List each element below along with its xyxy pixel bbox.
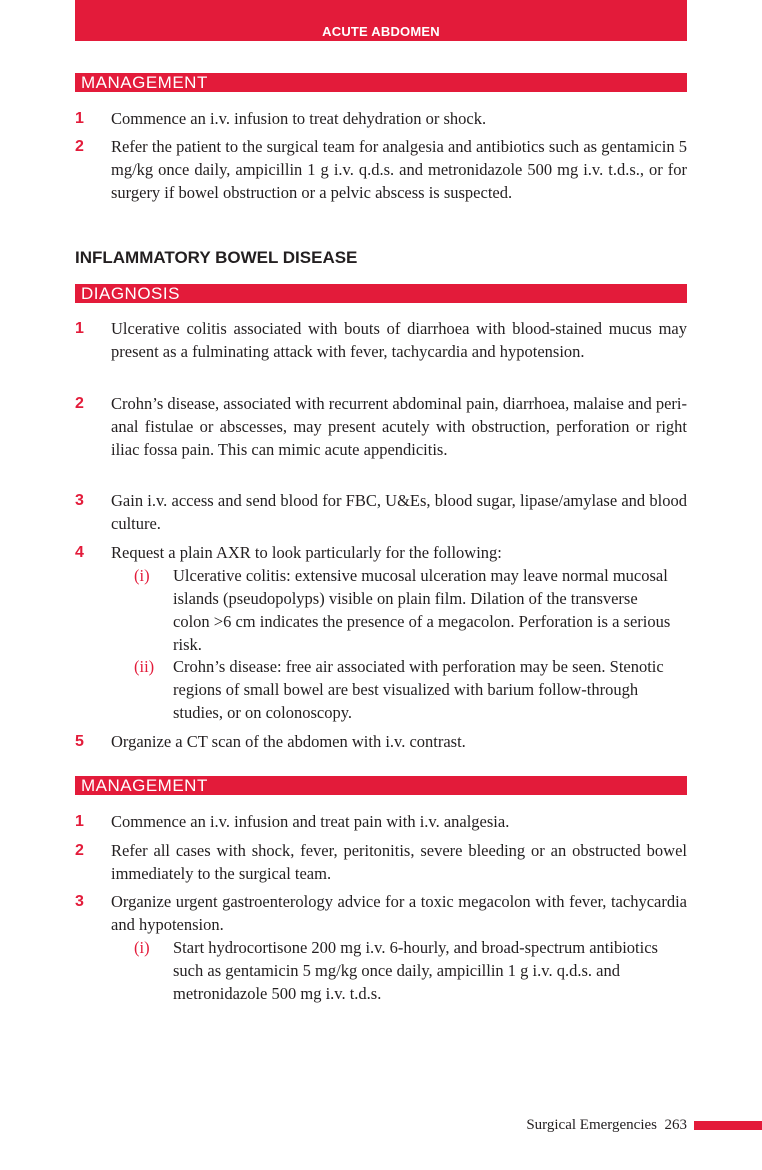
list-item: Commence an i.v. infusion to treat dehydration or shock. (111, 109, 487, 128)
footer-accent-bar (694, 1121, 762, 1130)
list-number: 2 (75, 842, 84, 859)
running-header-title: ACUTE ABDOMEN (322, 24, 440, 39)
sub-list-number: (i) (134, 938, 150, 957)
list-number: 1 (75, 813, 84, 830)
page-number: 263 (664, 1117, 687, 1133)
list-number: 1 (75, 110, 84, 127)
list-item: Ulcerative colitis associated with bouts of diarrhoea with blood-stained mucus may present as a fulminating attack with fever, tachycardia and hypotension. (111, 319, 687, 361)
list-item: Organize a CT scan of the abdomen with i.v. contrast. (111, 732, 466, 751)
list-item: Commence an i.v. infusion and treat pain with i.v. analgesia. (111, 812, 510, 831)
section-header-management: MANAGEMENT (75, 776, 687, 795)
list-number: 4 (75, 544, 84, 561)
footer-section-title: Surgical Emergencies (526, 1117, 657, 1133)
list-number: 1 (75, 320, 84, 337)
sub-list-number: (i) (134, 566, 150, 585)
topic-heading: INFLAMMATORY BOWEL DISEASE (75, 248, 358, 267)
list-number: 2 (75, 138, 84, 155)
sub-list-number: (ii) (134, 657, 155, 676)
section-header-diagnosis: DIAGNOSIS (75, 284, 687, 303)
section-header-management: MANAGEMENT (75, 73, 687, 92)
list-number: 5 (75, 733, 84, 750)
sub-list-item: Start hydrocortisone 200 mg i.v. 6-hourly, and broad-spectrum antibiotics such as gentamicin 5 mg/kg once daily, ampicillin 1 g i.v. q.d.s. and metronidazole 500 mg i.v. t.d.s. (173, 938, 658, 1003)
list-number: 3 (75, 492, 84, 509)
list-item: Refer all cases with shock, fever, peritonitis, severe bleeding or an obstructed bowel immediately to the surgical team. (111, 841, 687, 883)
list-number: 2 (75, 395, 84, 412)
sub-list-item: Crohn’s disease: free air associated with perforation may be seen. Stenotic regions of small bowel are best visualized with barium follow-through studies, or on colonoscopy. (173, 657, 664, 722)
page-footer (526, 1117, 687, 1134)
sub-list-item: Ulcerative colitis: extensive mucosal ulceration may leave normal mucosal islands (pseudopolyps) visible on plain film. Dilation of the transverse colon >6 cm indicates the presence of a megacolon. Perforation is a serious risk. (173, 566, 671, 654)
running-header (75, 0, 687, 41)
list-item: Request a plain AXR to look particularly for the following: (111, 543, 502, 562)
list-item: Refer the patient to the surgical team for analgesia and antibiotics such as gentamicin 5 mg/kg once daily, ampicillin 1 g i.v. q.d.s. and metronidazole 500 mg i.v. t.d.s., or for surgery if bowel obstruction or a pelvic abscess is suspected. (111, 137, 687, 202)
list-item: Crohn’s disease, associated with recurrent abdominal pain, diarrhoea, malaise and peri-anal fistulae or abscesses, may present acutely with obstruction, perforation or right iliac fossa pain. This can mimic acute appendicitis. (111, 394, 687, 459)
list-number: 3 (75, 893, 84, 910)
list-item: Gain i.v. access and send blood for FBC, U&Es, blood sugar, lipase/amylase and blood culture. (111, 491, 687, 533)
list-item: Organize urgent gastroenterology advice for a toxic megacolon with fever, tachycardia and hypotension. (111, 892, 687, 934)
